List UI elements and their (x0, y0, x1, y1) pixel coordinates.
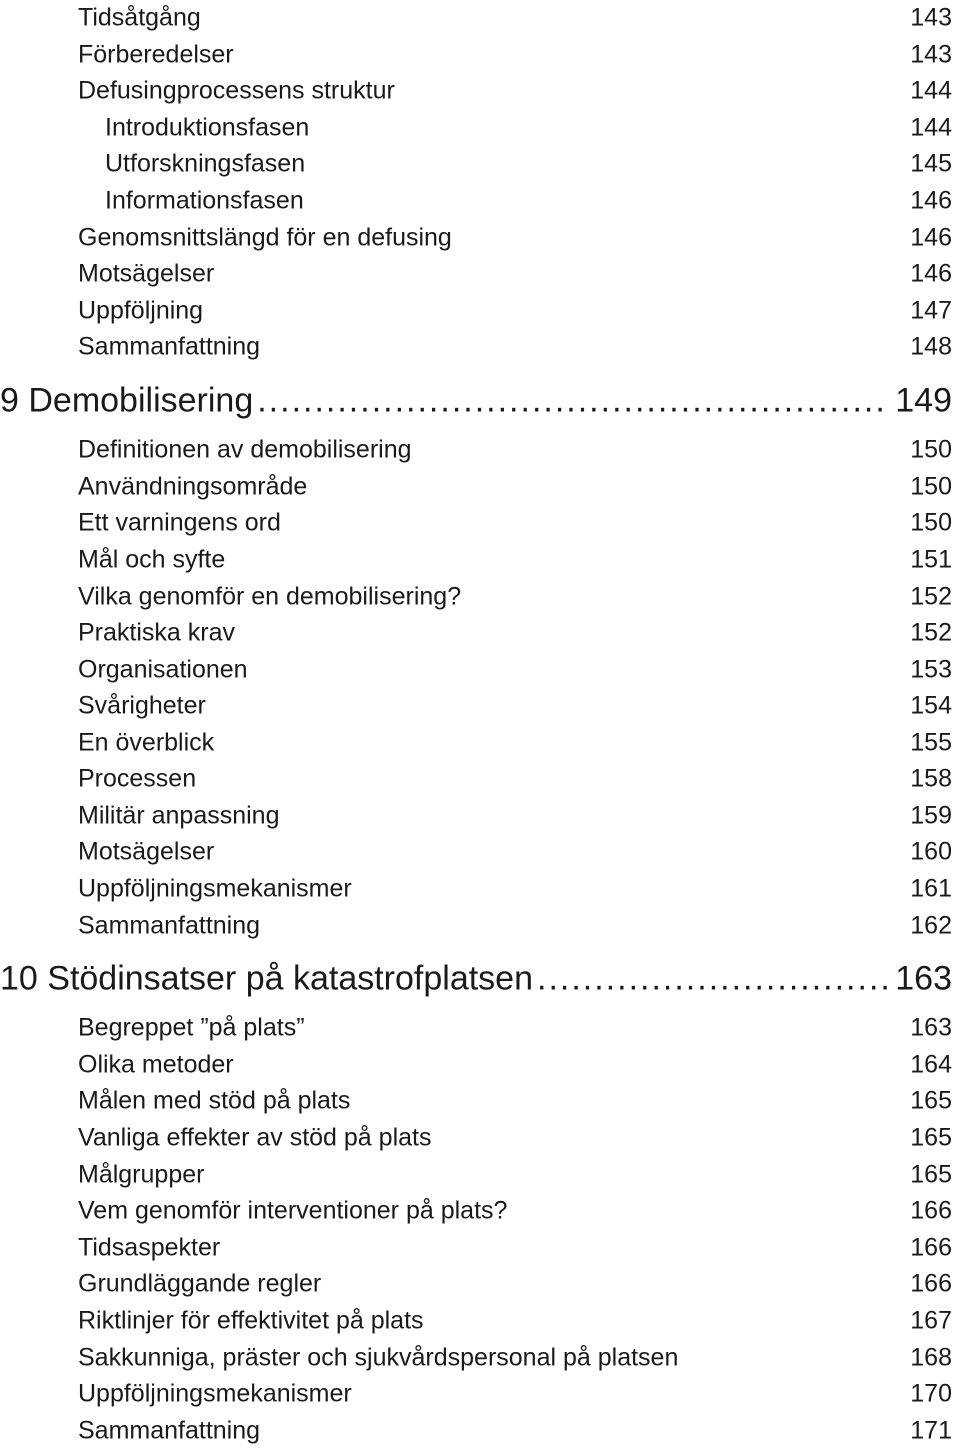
toc-entry (0, 1087, 952, 1116)
toc-entry (0, 187, 952, 216)
toc-page-number: 166 (910, 1196, 952, 1225)
toc-page-number: 158 (910, 764, 952, 793)
toc-entry (0, 1380, 952, 1409)
toc-page-number: 148 (910, 332, 952, 361)
toc-entry-title: En överblick (78, 728, 215, 757)
toc-entry-title: Praktiska krav (78, 618, 235, 647)
dot-leader (537, 960, 889, 999)
toc-page-number: 144 (910, 76, 952, 105)
toc-chapter-entry (0, 960, 952, 999)
toc-entry-title: Förberedelser (78, 40, 234, 69)
toc-page-number: 152 (910, 582, 952, 611)
dot-leader (257, 382, 889, 421)
toc-entry (0, 150, 952, 179)
toc-entry-title: Svårigheter (78, 691, 206, 720)
toc-entry-title: Sammanfattning (78, 911, 261, 940)
toc-entry-title: Motsägelser (78, 837, 215, 866)
toc-entry-title: Genomsnittslängd för en defusing (78, 223, 452, 252)
toc-page-number: 143 (910, 3, 952, 32)
toc-entry (0, 509, 952, 538)
toc-entry (0, 838, 952, 867)
toc-entry (0, 297, 952, 326)
toc-page-number: 170 (910, 1379, 952, 1408)
toc-entry-title: Vanliga effekter av stöd på plats (78, 1123, 432, 1152)
toc-entry-title: Ett varningens ord (78, 508, 281, 537)
toc-entry-title: Målgrupper (78, 1160, 205, 1189)
toc-page-number: 146 (910, 259, 952, 288)
toc-entry-title: Sammanfattning (78, 332, 261, 361)
toc-page-number: 144 (910, 113, 952, 142)
toc-entry (0, 4, 952, 33)
toc-entry (0, 619, 952, 648)
toc-entry-title: Målen med stöd på plats (78, 1086, 351, 1115)
toc-entry-title: Definitionen av demobilisering (78, 435, 412, 464)
toc-page-number: 163 (895, 959, 952, 998)
toc-page-number: 150 (910, 472, 952, 501)
toc-entry-title: Sakkunniga, präster och sjukvårdspersonal på platsen (78, 1343, 679, 1372)
toc-entry-title: Sammanfattning (78, 1416, 261, 1445)
toc-entry-title: Informationsfasen (105, 186, 304, 215)
toc-entry-title: Riktlinjer för effektivitet på plats (78, 1306, 424, 1335)
toc-page-number: 165 (910, 1086, 952, 1115)
toc-entry-title: Militär anpassning (78, 801, 280, 830)
toc-page-number: 160 (910, 837, 952, 866)
toc-page-number: 147 (910, 296, 952, 325)
toc-entry (0, 546, 952, 575)
toc-entry-title: Användningsområde (78, 472, 308, 501)
toc-entry (0, 1344, 952, 1373)
toc-entry (0, 1161, 952, 1190)
toc-page-number: 155 (910, 728, 952, 757)
toc-entry (0, 1124, 952, 1153)
toc-entry (0, 1417, 952, 1446)
toc-entry (0, 729, 952, 758)
toc-entry (0, 692, 952, 721)
toc-page-number: 149 (895, 381, 952, 420)
toc-chapter-entry (0, 382, 952, 421)
toc-page-number: 165 (910, 1160, 952, 1189)
toc-entry (0, 77, 952, 106)
toc-entry-title: Vilka genomför en demobilisering? (78, 582, 462, 611)
toc-entry (0, 224, 952, 253)
toc-entry-title: Uppföljning (78, 296, 204, 325)
toc-entry (0, 260, 952, 289)
toc-entry-title: Organisationen (78, 655, 248, 684)
toc-page-number: 145 (910, 149, 952, 178)
toc-entry (0, 656, 952, 685)
toc-entry (0, 1270, 952, 1299)
toc-entry-title: Mål och syfte (78, 545, 226, 574)
toc-entry (0, 1307, 952, 1336)
toc-page-number: 168 (910, 1343, 952, 1372)
toc-entry-title: Uppföljningsmekanismer (78, 874, 352, 903)
toc-page-number: 152 (910, 618, 952, 647)
toc-page-number: 167 (910, 1306, 952, 1335)
toc-page-number: 165 (910, 1123, 952, 1152)
toc-page-number: 163 (910, 1013, 952, 1042)
toc-entry-title: Grundläggande regler (78, 1269, 322, 1298)
toc-page-number: 146 (910, 223, 952, 252)
toc-page-number: 166 (910, 1233, 952, 1262)
toc-entry-title: Tidsåtgång (78, 3, 201, 32)
toc-entry (0, 802, 952, 831)
toc-entry (0, 1197, 952, 1226)
toc-entry-title: Motsägelser (78, 259, 215, 288)
toc-page-number: 161 (910, 874, 952, 903)
toc-entry-title: Begreppet ”på plats” (78, 1013, 305, 1042)
toc-page-number: 154 (910, 691, 952, 720)
toc-page-number: 164 (910, 1050, 952, 1079)
toc-page-number: 143 (910, 40, 952, 69)
toc-page-number: 162 (910, 911, 952, 940)
toc-page-number: 166 (910, 1269, 952, 1298)
toc-entry (0, 41, 952, 70)
toc-entry-title: Olika metoder (78, 1050, 234, 1079)
toc-page-number: 171 (910, 1416, 952, 1445)
toc-entry (0, 1234, 952, 1263)
toc-page-number: 153 (910, 655, 952, 684)
toc-page-number: 150 (910, 508, 952, 537)
toc-page-number: 146 (910, 186, 952, 215)
toc-entry (0, 765, 952, 794)
toc-entry-title: Utforskningsfasen (105, 149, 306, 178)
toc-entry (0, 875, 952, 904)
toc-entry-title: Introduktionsfasen (105, 113, 310, 142)
toc-entry (0, 1014, 952, 1043)
toc-entry (0, 912, 952, 941)
toc-entry-title: Defusingprocessens struktur (78, 76, 395, 105)
toc-page-number: 151 (910, 545, 952, 574)
toc-page-number: 150 (910, 435, 952, 464)
toc-entry (0, 583, 952, 612)
toc-entry-title: 9 Demobilisering (0, 381, 254, 420)
toc-entry (0, 436, 952, 465)
toc-entry (0, 1051, 952, 1080)
toc-page-number: 159 (910, 801, 952, 830)
toc-entry-title: Uppföljningsmekanismer (78, 1379, 352, 1408)
toc-entry-title: 10 Stödinsatser på katastrofplatsen (0, 959, 533, 998)
toc-entry-title: Processen (78, 764, 197, 793)
toc-entry (0, 114, 952, 143)
toc-entry-title: Tidsaspekter (78, 1233, 221, 1262)
toc-entry (0, 333, 952, 362)
toc-entry-title: Vem genomför interventioner på plats? (78, 1196, 508, 1225)
toc-entry (0, 473, 952, 502)
